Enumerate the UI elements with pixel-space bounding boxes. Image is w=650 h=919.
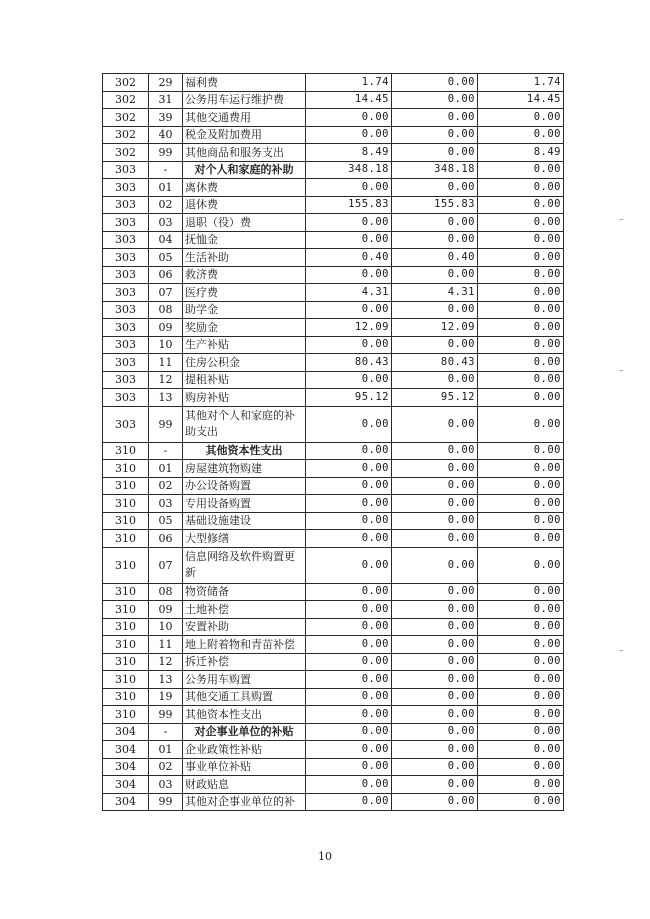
scan-speck xyxy=(620,219,623,220)
project-expenditure-cell: 0.00 xyxy=(478,354,564,372)
basic-expenditure-cell: 0.00 xyxy=(392,671,478,689)
category-code-cell: 303 xyxy=(103,301,149,319)
item-code-cell: 99 xyxy=(149,406,183,442)
basic-expenditure-cell: 0.00 xyxy=(392,301,478,319)
basic-expenditure-cell: 0.00 xyxy=(392,776,478,794)
category-code-cell: 303 xyxy=(103,231,149,249)
item-name-cell: 其他对个人和家庭的补助支出 xyxy=(183,406,306,442)
total-amount-cell: 0.00 xyxy=(306,776,392,794)
table-row xyxy=(103,601,564,619)
table-category-row xyxy=(103,161,564,179)
project-expenditure-cell: 0.00 xyxy=(478,284,564,302)
category-code-cell: 310 xyxy=(103,530,149,548)
item-name-cell: 信息网络及软件购置更新 xyxy=(183,547,306,583)
project-expenditure-cell: 0.00 xyxy=(478,776,564,794)
total-amount-cell: 0.00 xyxy=(306,266,392,284)
project-expenditure-cell: 0.00 xyxy=(478,214,564,232)
project-expenditure-cell: 0.00 xyxy=(478,161,564,179)
basic-expenditure-cell: 0.00 xyxy=(392,266,478,284)
project-expenditure-cell: 0.00 xyxy=(478,442,564,460)
item-name-cell: 税金及附加费用 xyxy=(183,126,306,144)
project-expenditure-cell: 0.00 xyxy=(478,109,564,127)
total-amount-cell: 0.00 xyxy=(306,530,392,548)
total-amount-cell: 8.49 xyxy=(306,144,392,162)
item-code-cell: 06 xyxy=(149,530,183,548)
total-amount-cell: 0.00 xyxy=(306,406,392,442)
category-code-cell: 304 xyxy=(103,776,149,794)
basic-expenditure-cell: 0.00 xyxy=(392,336,478,354)
item-name-cell: 对个人和家庭的补助 xyxy=(183,161,306,179)
table-row xyxy=(103,179,564,197)
item-code-cell: 04 xyxy=(149,231,183,249)
table-row xyxy=(103,266,564,284)
total-amount-cell: 14.45 xyxy=(306,91,392,109)
total-amount-cell: 0.00 xyxy=(306,601,392,619)
total-amount-cell: 0.00 xyxy=(306,179,392,197)
category-code-cell: 310 xyxy=(103,636,149,654)
project-expenditure-cell: 0.00 xyxy=(478,266,564,284)
item-name-cell: 企业政策性补贴 xyxy=(183,741,306,759)
project-expenditure-cell: 0.00 xyxy=(478,319,564,337)
category-code-cell: 303 xyxy=(103,161,149,179)
scan-speck xyxy=(620,650,623,651)
total-amount-cell: 0.00 xyxy=(306,793,392,811)
item-code-cell: 02 xyxy=(149,477,183,495)
item-name-cell: 财政贴息 xyxy=(183,776,306,794)
table-row xyxy=(103,389,564,407)
table-row xyxy=(103,547,564,583)
table-row xyxy=(103,636,564,654)
basic-expenditure-cell: 12.09 xyxy=(392,319,478,337)
table-row xyxy=(103,126,564,144)
total-amount-cell: 0.00 xyxy=(306,547,392,583)
category-code-cell: 303 xyxy=(103,354,149,372)
category-code-cell: 303 xyxy=(103,196,149,214)
project-expenditure-cell: 0.00 xyxy=(478,336,564,354)
table-row xyxy=(103,284,564,302)
item-code-cell: 03 xyxy=(149,495,183,513)
total-amount-cell: 0.00 xyxy=(306,758,392,776)
category-code-cell: 303 xyxy=(103,371,149,389)
scan-speck xyxy=(620,370,623,371)
category-code-cell: 304 xyxy=(103,793,149,811)
basic-expenditure-cell: 0.00 xyxy=(392,618,478,636)
total-amount-cell: 12.09 xyxy=(306,319,392,337)
category-code-cell: 304 xyxy=(103,741,149,759)
project-expenditure-cell: 0.00 xyxy=(478,126,564,144)
project-expenditure-cell: 0.00 xyxy=(478,477,564,495)
total-amount-cell: 155.83 xyxy=(306,196,392,214)
project-expenditure-cell: 0.00 xyxy=(478,231,564,249)
basic-expenditure-cell: 0.00 xyxy=(392,371,478,389)
item-code-cell: 39 xyxy=(149,109,183,127)
basic-expenditure-cell: 0.00 xyxy=(392,442,478,460)
total-amount-cell: 4.31 xyxy=(306,284,392,302)
table-row xyxy=(103,793,564,811)
budget-expenditure-table xyxy=(102,73,564,811)
total-amount-cell: 0.00 xyxy=(306,495,392,513)
table-row xyxy=(103,144,564,162)
table-row xyxy=(103,758,564,776)
category-code-cell: 303 xyxy=(103,249,149,267)
basic-expenditure-cell: 0.00 xyxy=(392,74,478,92)
category-code-cell: 302 xyxy=(103,126,149,144)
item-name-cell: 其他商品和服务支出 xyxy=(183,144,306,162)
project-expenditure-cell: 0.00 xyxy=(478,741,564,759)
basic-expenditure-cell: 0.00 xyxy=(392,126,478,144)
item-name-cell: 其他对企事业单位的补 xyxy=(183,793,306,811)
total-amount-cell: 0.00 xyxy=(306,723,392,741)
table-row xyxy=(103,301,564,319)
basic-expenditure-cell: 0.00 xyxy=(392,512,478,530)
project-expenditure-cell: 0.00 xyxy=(478,249,564,267)
table-row xyxy=(103,495,564,513)
item-code-cell: 02 xyxy=(149,196,183,214)
category-code-cell: 302 xyxy=(103,144,149,162)
item-name-cell: 房屋建筑物购建 xyxy=(183,460,306,478)
category-code-cell: 303 xyxy=(103,284,149,302)
project-expenditure-cell: 0.00 xyxy=(478,406,564,442)
total-amount-cell: 0.00 xyxy=(306,671,392,689)
item-code-cell: 07 xyxy=(149,547,183,583)
project-expenditure-cell: 0.00 xyxy=(478,530,564,548)
basic-expenditure-cell: 0.00 xyxy=(392,547,478,583)
basic-expenditure-cell: 0.00 xyxy=(392,688,478,706)
category-code-cell: 310 xyxy=(103,583,149,601)
basic-expenditure-cell: 0.00 xyxy=(392,723,478,741)
item-name-cell: 医疗费 xyxy=(183,284,306,302)
page-number: 10 xyxy=(318,850,332,863)
item-name-cell: 生活补助 xyxy=(183,249,306,267)
category-code-cell: 310 xyxy=(103,618,149,636)
item-code-cell: 05 xyxy=(149,249,183,267)
item-code-cell: 99 xyxy=(149,793,183,811)
total-amount-cell: 0.00 xyxy=(306,371,392,389)
table-row xyxy=(103,653,564,671)
project-expenditure-cell: 14.45 xyxy=(478,91,564,109)
item-name-cell: 拆迁补偿 xyxy=(183,653,306,671)
total-amount-cell: 0.00 xyxy=(306,477,392,495)
item-name-cell: 提租补贴 xyxy=(183,371,306,389)
basic-expenditure-cell: 0.00 xyxy=(392,477,478,495)
category-code-cell: 310 xyxy=(103,442,149,460)
item-code-cell: 08 xyxy=(149,583,183,601)
basic-expenditure-cell: 0.00 xyxy=(392,214,478,232)
total-amount-cell: 0.00 xyxy=(306,109,392,127)
category-code-cell: 310 xyxy=(103,601,149,619)
basic-expenditure-cell: 0.00 xyxy=(392,109,478,127)
project-expenditure-cell: 0.00 xyxy=(478,618,564,636)
table-row xyxy=(103,583,564,601)
item-name-cell: 住房公积金 xyxy=(183,354,306,372)
table-row xyxy=(103,512,564,530)
table-row xyxy=(103,214,564,232)
category-code-cell: 310 xyxy=(103,477,149,495)
item-name-cell: 大型修缮 xyxy=(183,530,306,548)
category-code-cell: 303 xyxy=(103,389,149,407)
item-code-cell: 99 xyxy=(149,144,183,162)
item-code-cell: 01 xyxy=(149,179,183,197)
table-row xyxy=(103,688,564,706)
budget-table-wrapper xyxy=(102,73,564,811)
item-name-cell: 其他交通工具购置 xyxy=(183,688,306,706)
project-expenditure-cell: 0.00 xyxy=(478,389,564,407)
total-amount-cell: 80.43 xyxy=(306,354,392,372)
item-code-cell: 10 xyxy=(149,618,183,636)
project-expenditure-cell: 0.00 xyxy=(478,723,564,741)
total-amount-cell: 1.74 xyxy=(306,74,392,92)
table-row xyxy=(103,74,564,92)
item-name-cell: 事业单位补贴 xyxy=(183,758,306,776)
item-code-cell: 05 xyxy=(149,512,183,530)
table-row xyxy=(103,530,564,548)
item-code-cell: 11 xyxy=(149,636,183,654)
table-row xyxy=(103,319,564,337)
basic-expenditure-cell: 95.12 xyxy=(392,389,478,407)
category-code-cell: 302 xyxy=(103,91,149,109)
basic-expenditure-cell: 0.00 xyxy=(392,601,478,619)
item-code-cell: 09 xyxy=(149,319,183,337)
category-code-cell: 304 xyxy=(103,758,149,776)
item-code-cell: 99 xyxy=(149,706,183,724)
item-name-cell: 安置补助 xyxy=(183,618,306,636)
total-amount-cell: 0.00 xyxy=(306,214,392,232)
project-expenditure-cell: 0.00 xyxy=(478,512,564,530)
category-code-cell: 303 xyxy=(103,336,149,354)
total-amount-cell: 0.00 xyxy=(306,636,392,654)
table-row xyxy=(103,741,564,759)
category-code-cell: 310 xyxy=(103,671,149,689)
table-row xyxy=(103,460,564,478)
item-name-cell: 土地补偿 xyxy=(183,601,306,619)
category-code-cell: 302 xyxy=(103,74,149,92)
item-name-cell: 生产补贴 xyxy=(183,336,306,354)
category-code-cell: 304 xyxy=(103,723,149,741)
table-row xyxy=(103,671,564,689)
table-row xyxy=(103,477,564,495)
project-expenditure-cell: 0.00 xyxy=(478,636,564,654)
table-row xyxy=(103,618,564,636)
table-row xyxy=(103,249,564,267)
basic-expenditure-cell: 0.40 xyxy=(392,249,478,267)
basic-expenditure-cell: 80.43 xyxy=(392,354,478,372)
total-amount-cell: 0.00 xyxy=(306,512,392,530)
basic-expenditure-cell: 0.00 xyxy=(392,653,478,671)
item-name-cell: 离休费 xyxy=(183,179,306,197)
item-code-cell: 03 xyxy=(149,776,183,794)
project-expenditure-cell: 0.00 xyxy=(478,793,564,811)
total-amount-cell: 0.00 xyxy=(306,231,392,249)
category-code-cell: 310 xyxy=(103,688,149,706)
project-expenditure-cell: 0.00 xyxy=(478,758,564,776)
category-code-cell: 310 xyxy=(103,653,149,671)
table-row xyxy=(103,91,564,109)
item-code-cell: 01 xyxy=(149,460,183,478)
item-code-cell: 31 xyxy=(149,91,183,109)
category-code-cell: 302 xyxy=(103,109,149,127)
basic-expenditure-cell: 0.00 xyxy=(392,636,478,654)
project-expenditure-cell: 0.00 xyxy=(478,547,564,583)
item-code-cell: 08 xyxy=(149,301,183,319)
table-row xyxy=(103,231,564,249)
total-amount-cell: 348.18 xyxy=(306,161,392,179)
project-expenditure-cell: 0.00 xyxy=(478,301,564,319)
basic-expenditure-cell: 0.00 xyxy=(392,91,478,109)
basic-expenditure-cell: 0.00 xyxy=(392,793,478,811)
basic-expenditure-cell: 0.00 xyxy=(392,231,478,249)
category-code-cell: 303 xyxy=(103,406,149,442)
total-amount-cell: 0.00 xyxy=(306,618,392,636)
project-expenditure-cell: 1.74 xyxy=(478,74,564,92)
total-amount-cell: 0.00 xyxy=(306,653,392,671)
category-code-cell: 310 xyxy=(103,547,149,583)
table-row xyxy=(103,196,564,214)
table-row xyxy=(103,706,564,724)
item-name-cell: 购房补贴 xyxy=(183,389,306,407)
item-name-cell: 基础设施建设 xyxy=(183,512,306,530)
total-amount-cell: 0.00 xyxy=(306,301,392,319)
table-row xyxy=(103,776,564,794)
item-code-cell: 06 xyxy=(149,266,183,284)
total-amount-cell: 0.00 xyxy=(306,336,392,354)
basic-expenditure-cell: 0.00 xyxy=(392,583,478,601)
item-code-cell: - xyxy=(149,723,183,741)
category-code-cell: 303 xyxy=(103,266,149,284)
project-expenditure-cell: 0.00 xyxy=(478,653,564,671)
item-name-cell: 其他资本性支出 xyxy=(183,442,306,460)
item-name-cell: 其他交通费用 xyxy=(183,109,306,127)
item-name-cell: 退休费 xyxy=(183,196,306,214)
item-name-cell: 专用设备购置 xyxy=(183,495,306,513)
item-code-cell: 07 xyxy=(149,284,183,302)
basic-expenditure-cell: 0.00 xyxy=(392,460,478,478)
item-code-cell: 02 xyxy=(149,758,183,776)
item-code-cell: 03 xyxy=(149,214,183,232)
item-code-cell: 13 xyxy=(149,389,183,407)
item-name-cell: 抚恤金 xyxy=(183,231,306,249)
item-name-cell: 对企事业单位的补贴 xyxy=(183,723,306,741)
item-name-cell: 福利费 xyxy=(183,74,306,92)
project-expenditure-cell: 0.00 xyxy=(478,179,564,197)
item-code-cell: 01 xyxy=(149,741,183,759)
total-amount-cell: 95.12 xyxy=(306,389,392,407)
item-code-cell: - xyxy=(149,442,183,460)
item-name-cell: 地上附着物和青苗补偿 xyxy=(183,636,306,654)
project-expenditure-cell: 0.00 xyxy=(478,371,564,389)
basic-expenditure-cell: 0.00 xyxy=(392,530,478,548)
table-row xyxy=(103,109,564,127)
basic-expenditure-cell: 0.00 xyxy=(392,758,478,776)
project-expenditure-cell: 0.00 xyxy=(478,583,564,601)
item-code-cell: 29 xyxy=(149,74,183,92)
basic-expenditure-cell: 0.00 xyxy=(392,406,478,442)
basic-expenditure-cell: 0.00 xyxy=(392,179,478,197)
project-expenditure-cell: 0.00 xyxy=(478,706,564,724)
table-row xyxy=(103,354,564,372)
project-expenditure-cell: 0.00 xyxy=(478,601,564,619)
total-amount-cell: 0.00 xyxy=(306,442,392,460)
item-name-cell: 办公设备购置 xyxy=(183,477,306,495)
total-amount-cell: 0.00 xyxy=(306,126,392,144)
category-code-cell: 310 xyxy=(103,512,149,530)
item-name-cell: 助学金 xyxy=(183,301,306,319)
item-name-cell: 退职（役）费 xyxy=(183,214,306,232)
item-code-cell: - xyxy=(149,161,183,179)
basic-expenditure-cell: 155.83 xyxy=(392,196,478,214)
project-expenditure-cell: 0.00 xyxy=(478,671,564,689)
category-code-cell: 303 xyxy=(103,319,149,337)
table-row xyxy=(103,406,564,442)
item-code-cell: 11 xyxy=(149,354,183,372)
basic-expenditure-cell: 0.00 xyxy=(392,741,478,759)
item-name-cell: 奖励金 xyxy=(183,319,306,337)
basic-expenditure-cell: 0.00 xyxy=(392,706,478,724)
item-code-cell: 12 xyxy=(149,653,183,671)
item-name-cell: 公务用车运行维护费 xyxy=(183,91,306,109)
total-amount-cell: 0.00 xyxy=(306,460,392,478)
project-expenditure-cell: 0.00 xyxy=(478,460,564,478)
item-code-cell: 40 xyxy=(149,126,183,144)
table-row xyxy=(103,371,564,389)
table-row xyxy=(103,336,564,354)
table-body xyxy=(103,74,564,811)
basic-expenditure-cell: 4.31 xyxy=(392,284,478,302)
project-expenditure-cell: 0.00 xyxy=(478,688,564,706)
item-name-cell: 其他资本性支出 xyxy=(183,706,306,724)
total-amount-cell: 0.40 xyxy=(306,249,392,267)
project-expenditure-cell: 8.49 xyxy=(478,144,564,162)
category-code-cell: 303 xyxy=(103,179,149,197)
item-code-cell: 19 xyxy=(149,688,183,706)
item-name-cell: 救济费 xyxy=(183,266,306,284)
item-code-cell: 13 xyxy=(149,671,183,689)
category-code-cell: 310 xyxy=(103,495,149,513)
table-category-row xyxy=(103,442,564,460)
category-code-cell: 310 xyxy=(103,460,149,478)
basic-expenditure-cell: 348.18 xyxy=(392,161,478,179)
item-name-cell: 公务用车购置 xyxy=(183,671,306,689)
total-amount-cell: 0.00 xyxy=(306,741,392,759)
category-code-cell: 310 xyxy=(103,706,149,724)
total-amount-cell: 0.00 xyxy=(306,706,392,724)
project-expenditure-cell: 0.00 xyxy=(478,196,564,214)
item-name-cell: 物资储备 xyxy=(183,583,306,601)
total-amount-cell: 0.00 xyxy=(306,583,392,601)
table-category-row xyxy=(103,723,564,741)
category-code-cell: 303 xyxy=(103,214,149,232)
total-amount-cell: 0.00 xyxy=(306,688,392,706)
basic-expenditure-cell: 0.00 xyxy=(392,495,478,513)
item-code-cell: 10 xyxy=(149,336,183,354)
item-code-cell: 09 xyxy=(149,601,183,619)
project-expenditure-cell: 0.00 xyxy=(478,495,564,513)
item-code-cell: 12 xyxy=(149,371,183,389)
basic-expenditure-cell: 0.00 xyxy=(392,144,478,162)
